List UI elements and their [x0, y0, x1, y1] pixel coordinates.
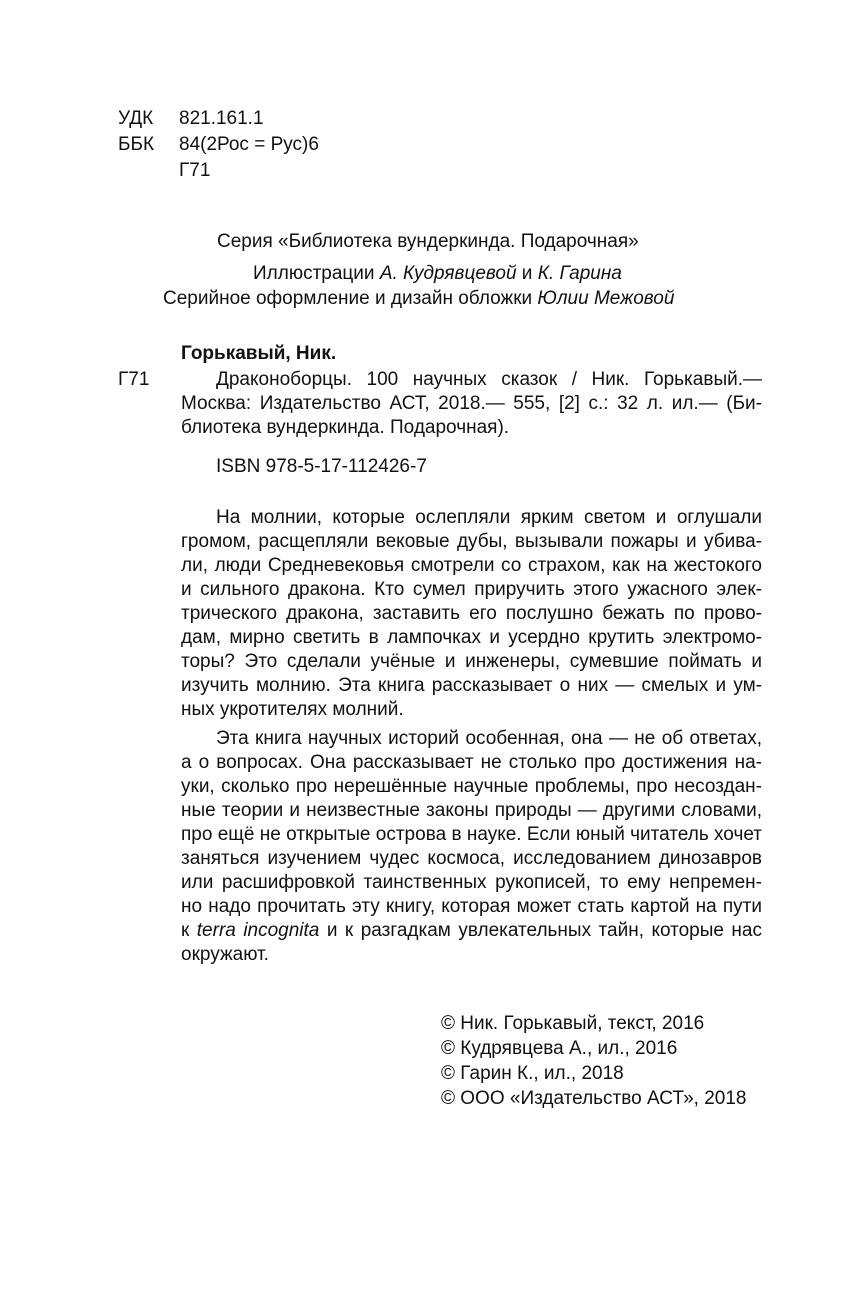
annotation-paragraph-1	[181, 506, 762, 722]
credits-and: и	[516, 263, 538, 284]
annotation-line: трического дракона, заставить его послушно бежать по прово-	[181, 603, 762, 624]
annotation-line: окружают.	[181, 944, 269, 965]
annotation-line: ных укротителях молний.	[181, 699, 404, 720]
annotation-line: громом, расщепляли вековые дубы, вызывали пожары и убива-	[181, 531, 762, 552]
record-line-2: Москва: Издательство АСТ, 2018.— 555, [2] с.: 32 л. ил.— (Би-	[181, 393, 762, 414]
bbk-label: ББК	[118, 134, 155, 155]
annotation-line: а о вопросах. Она рассказывает не столько про достижения на-	[181, 752, 762, 773]
annotation-line: ли, люди Средневековья смотрели со страхом, как на жестокого	[181, 555, 762, 576]
annotation-line: и сильного дракона. Кто сумел приручить этого ужасного элек-	[181, 579, 762, 600]
series-title: Серия «Библиотека вундеркинда. Подарочная»	[217, 231, 639, 252]
annotation-line: На молнии, которые ослепляли ярким светом и оглушали	[216, 507, 762, 528]
copyright-1: © Ник. Горькавый, текст, 2016	[441, 1013, 705, 1034]
annotation-line: про ещё не открытые острова в науке. Если юный читатель хочет	[181, 824, 762, 845]
annotation-line: ные теории и неизвестные законы природы — другими словами,	[181, 800, 762, 821]
annotation-line: дам, мирно светить в лампочках и усердно крутить электромо-	[181, 627, 762, 648]
design-credit	[163, 287, 674, 311]
annotation-line: торы? Это сделали учёные и инженеры, сумевшие поймать и	[181, 651, 762, 672]
illustrations-credit	[253, 262, 622, 286]
copyright-3: © Гарин К., ил., 2018	[441, 1063, 624, 1084]
udk-value: 821.161.1	[179, 108, 264, 129]
copyright-2: © Кудрявцева А., ил., 2016	[441, 1038, 678, 1059]
latin-prefix: к	[181, 920, 197, 941]
annotation-line: Эта книга научных историй особенная, она — не об ответах,	[216, 728, 762, 749]
record-mark: Г71	[118, 369, 150, 390]
author-mark: Г71	[179, 160, 211, 181]
annotation-line: заняться изучением чудес космоса, исследованием динозавров	[181, 848, 762, 869]
annotation-paragraph-2	[181, 727, 762, 967]
illustrations-prefix: Иллюстрации	[253, 263, 380, 284]
record-author: Горькавый, Ник.	[181, 343, 337, 364]
record-line-3: блиотека вундеркинда. Подарочная).	[181, 417, 510, 438]
latin-suffix: и к разгадкам увлекательных тайн, которые нас	[319, 920, 762, 941]
latin-phrase: terra incognita	[196, 920, 320, 941]
annotation-line: изучить молнию. Эта книга рассказывает о них — смелых и ум-	[181, 675, 762, 696]
bbk-value: 84(2Рос = Рус)6	[179, 134, 319, 155]
annotation-line-latin	[181, 919, 762, 943]
copyright-4: © ООО «Издательство АСТ», 2018	[441, 1088, 747, 1109]
record-description	[181, 368, 762, 440]
illustrator-2: К. Гарина	[537, 263, 622, 284]
design-prefix: Серийное оформление и дизайн обложки	[163, 288, 538, 309]
annotation-line: уки, сколько про нерешённые научные проблемы, про несоздан-	[181, 776, 762, 797]
isbn: ISBN 978-5-17-112426-7	[216, 456, 427, 477]
annotation-line: но надо прочитать эту книгу, которая может стать картой на пути	[181, 896, 762, 917]
record-line-1: Драконоборцы. 100 научных сказок / Ник. Горькавый.—	[216, 369, 762, 390]
udk-label: УДК	[118, 108, 154, 129]
illustrator-1: А. Кудрявцевой	[379, 263, 517, 284]
annotation-line: или расшифровкой таинственных рукописей, то ему непремен-	[181, 872, 762, 893]
designer: Юлии Межовой	[537, 288, 675, 309]
